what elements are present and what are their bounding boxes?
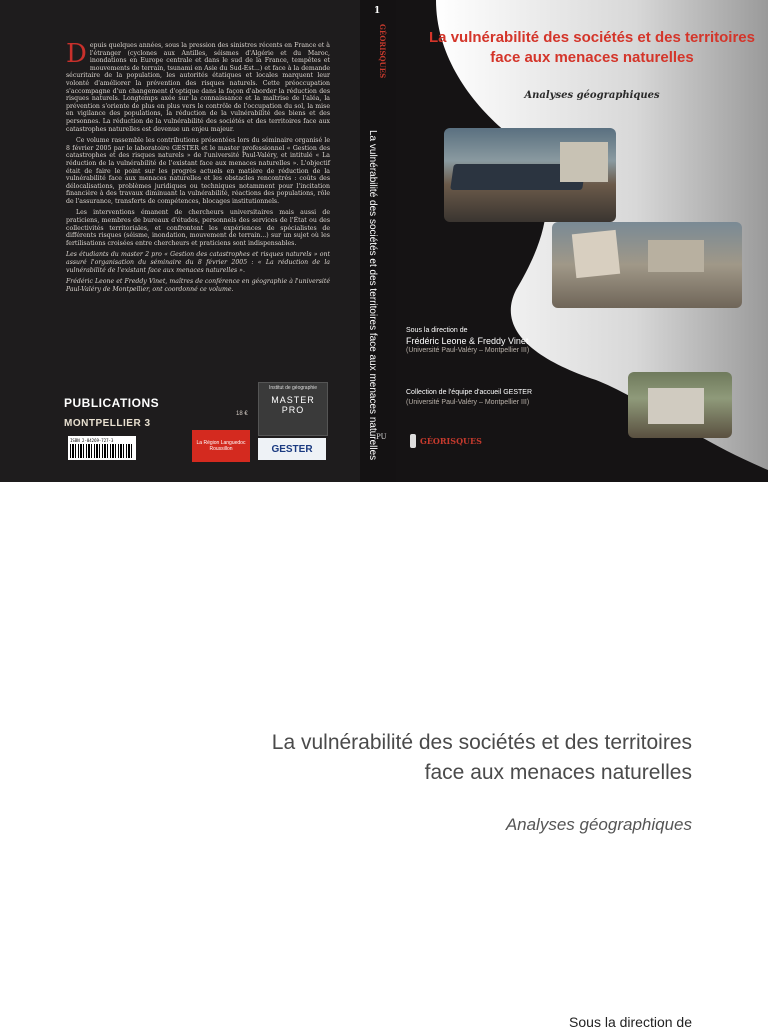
photo-flooded-house bbox=[628, 372, 732, 438]
publisher-line-1: PUBLICATIONS bbox=[64, 396, 160, 410]
publisher-line-2: MONTPELLIER 3 bbox=[64, 418, 151, 429]
title-page-line-2: face aux menaces naturelles bbox=[424, 761, 692, 784]
master-caption: Institut de géographie bbox=[268, 385, 318, 391]
collection-label: Collection de l'équipe d'accueil GESTER bbox=[406, 389, 533, 396]
editors-affiliation: (Université Paul-Valéry – Montpellier III) bbox=[406, 347, 530, 354]
back-italic-2: Frédéric Leone et Freddy Vinet, maîtres de conférence en géographie à l'université Paul-Valéry de Montpellier, ont coordonné ce volume. bbox=[66, 278, 330, 293]
publisher-logo bbox=[64, 396, 159, 429]
spine-logo: PU bbox=[376, 433, 387, 441]
editors-block bbox=[406, 326, 529, 356]
title-page-footer: Sous la direction de bbox=[569, 1014, 692, 1030]
front-cover bbox=[396, 0, 768, 482]
price-label: 18 € bbox=[236, 411, 248, 417]
title-page-heading bbox=[0, 728, 692, 788]
dropcap: D bbox=[66, 39, 87, 69]
photo-destroyed-houses bbox=[552, 222, 742, 308]
title-page-line-1: La vulnérabilité des sociétés et des territoires bbox=[271, 731, 692, 754]
spine-title: La vulnérabilité des sociétés et des territoires face aux menaces naturelles bbox=[367, 130, 378, 461]
back-paragraph-3: Les interventions émanent de chercheurs universitaires mais aussi de praticiens, membres de bureaux d'études, personnels des services de l'État ou des collectivités territoriales, et confrontent les expériences de spécialistes de différents risques (séisme, inondation, mouvement de terrain...) sur un sujet où les fertilisations croisées entre chercheurs et praticiens sont indispensables. bbox=[66, 209, 330, 247]
direction-label: Sous la direction de bbox=[406, 327, 468, 334]
region-logo: La Région Languedoc Roussillon bbox=[192, 430, 250, 462]
back-paragraph-1 bbox=[66, 39, 330, 133]
barcode bbox=[68, 436, 136, 460]
front-title bbox=[416, 28, 768, 68]
gester-logo: GESTER bbox=[258, 438, 326, 460]
front-subtitle: Analyses géographiques bbox=[524, 90, 660, 101]
back-paragraph-2: Ce volume rassemble les contributions présentées lors du séminaire organisé le 8 février 2005 par le laboratoire GESTER et le master professionnel « Gestion des catastrophes et des risques naturels » de l'université Paul-Valéry, et intitulé « La réduction de la vulnérabilité de l'existant face aux menaces naturelles ». L'objectif était de faire le point sur les progrès actuels en matière de réduction de la vulnérabilité face aux menaces naturelles et les obstacles rencontrés : coûts des délocalisations, problèmes juridiques ou techniques notamment pour l'incitation financière à des travaux diminuant la vulnérabilité, réactions des populations, rôle de l'assurance, transferts de compétences, blocages institutionnels. bbox=[66, 137, 330, 205]
spine-series: GÉORISQUES bbox=[378, 24, 387, 79]
master-label: MASTER PRO bbox=[271, 395, 315, 415]
title-page-subtitle: Analyses géographiques bbox=[505, 815, 692, 834]
house-shape bbox=[560, 142, 608, 182]
barcode-bars bbox=[70, 444, 134, 458]
collection-block bbox=[406, 388, 532, 408]
spine-number: 1 bbox=[374, 6, 381, 16]
back-italic-1: Les étudiants du master 2 pro « Gestion des catastrophes et risques naturels » ont assuré l'organisation du séminaire du 8 février 2005 : « La réduction de la vulnérabilité de l'existant face aux menaces naturelles ». bbox=[66, 251, 330, 274]
back-cover-text bbox=[66, 39, 330, 297]
back-cover bbox=[0, 0, 360, 482]
house-shape bbox=[648, 388, 704, 424]
editors-names: Frédéric Leone & Freddy Vinet bbox=[406, 336, 529, 346]
book-cover-spread bbox=[0, 0, 768, 482]
front-title-line-1: La vulnérabilité des sociétés et des territoires bbox=[429, 29, 755, 46]
georisques-mark-icon bbox=[410, 434, 416, 448]
georisques-label: GÉORISQUES bbox=[420, 436, 482, 446]
back-paragraph-1-text: epuis quelques années, sous la pression des sinistres récents en France et à l'étranger (cyclones aux Antilles, séismes d'Algérie et du Maroc, inondations en Europe centrale et dans le sud de la France, tempêtes et mouvements de terrain, tsunami en Asie du Sud-Est...) et face à la demande sécuritaire de la population, les autorités étatiques et locales marquent leur volonté d'améliorer la prévention des risques naturels. Cette préoccupation s'accompagne d'un changement d'optique dans la façon d'aborder la réduction des risques naturels. Longtemps axée sur la connaissance et la maîtrise de l'aléa, la prévention s'oriente de plus en plus vers le contrôle de l'occupation du sol, la mise en vigilance des populations, la réduction de la vulnérabilité des biens et des personnes. La réduction de la vulnérabilité des sociétés et des territoires face aux catastrophes naturelles est devenue un enjeu majeur. bbox=[66, 42, 330, 133]
front-title-line-2: face aux menaces naturelles bbox=[490, 49, 694, 66]
georisques-logo bbox=[410, 434, 482, 448]
house-shape bbox=[648, 240, 704, 272]
isbn-number: ISBN 2-84269-727-3 bbox=[70, 438, 114, 443]
collection-affiliation: (Université Paul-Valéry – Montpellier III) bbox=[406, 399, 530, 406]
house-shape bbox=[572, 230, 620, 278]
master-pro-logo bbox=[258, 382, 328, 436]
photo-stranded-boat bbox=[444, 128, 616, 222]
